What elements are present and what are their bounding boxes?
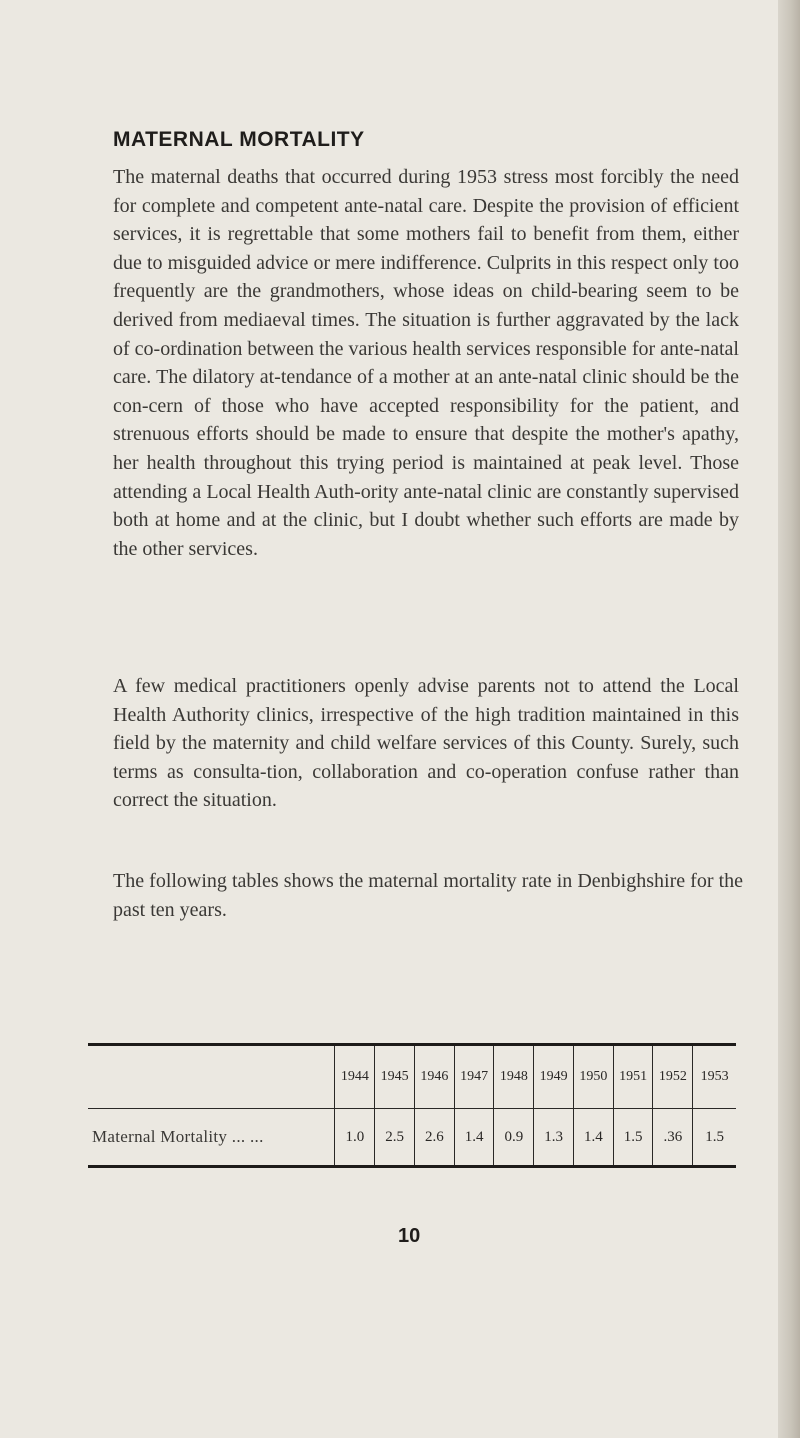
value-cell: 1.5 [613, 1109, 653, 1165]
value-cell: .36 [652, 1109, 692, 1165]
year-header: 1950 [573, 1046, 613, 1108]
page-edge-shadow [778, 0, 800, 1438]
paragraph-3: The following tables shows the maternal mortality rate in Denbighshire for the past ten years. [113, 870, 743, 921]
value-cell: 1.4 [573, 1109, 613, 1165]
year-header: 1946 [414, 1046, 454, 1108]
value-cell: 1.4 [454, 1109, 494, 1165]
value-cell: 1.0 [334, 1109, 374, 1165]
header-label-cell [88, 1046, 334, 1108]
value-cell: 2.5 [374, 1109, 414, 1165]
row-label: Maternal Mortality ... ... [92, 1127, 264, 1146]
year-header: 1948 [493, 1046, 533, 1108]
table-header-row [88, 1046, 736, 1109]
page-title: MATERNAL MORTALITY [113, 128, 365, 151]
year-header: 1945 [374, 1046, 414, 1108]
page-number: 10 [398, 1225, 421, 1247]
value-cell: 1.3 [533, 1109, 573, 1165]
year-header: 1953 [692, 1046, 736, 1108]
paragraph-2: A few medical practitioners openly advise parents not to attend the Local Health Authority clinics, irrespective of the high tradition maintained in this field by the maternity and child welfare services of this County. Surely, such terms as consulta-tion, collaboration and co-operation confuse rather than correct the situation. [113, 675, 739, 812]
year-header: 1952 [652, 1046, 692, 1108]
year-header: 1949 [533, 1046, 573, 1108]
value-cell: 2.6 [414, 1109, 454, 1165]
value-cell: 0.9 [493, 1109, 533, 1165]
year-header: 1944 [334, 1046, 374, 1108]
year-header: 1947 [454, 1046, 494, 1108]
year-header: 1951 [613, 1046, 653, 1108]
maternal-mortality-table [88, 1043, 736, 1168]
value-cell: 1.5 [692, 1109, 736, 1165]
table-row [88, 1109, 736, 1165]
paragraph-1: The maternal deaths that occurred during 1953 stress most forcibly the need for complete and competent ante-natal care. Despite the provision of efficient services, it is regrettable that some mothers fail to benefit from them, either due to misguided advice or mere indifference. Culprits in this respect only too frequently are the grandmothers, whose ideas on child-bearing seem to be derived from mediaeval times. The situation is further aggravated by the lack of co-ordination between the various health services responsible for ante-natal care. The dilatory at-tendance of a mother at an ante-natal clinic should be the con-cern of those who have accepted responsibility for the patient, and strenuous efforts should be made to ensure that despite the mother's apathy, her health throughout this trying period is maintained at peak level. Those attending a Local Health Auth-ority ante-natal clinic are constantly supervised both at home and at the clinic, but I doubt whether such efforts are made by the other services. [113, 166, 739, 560]
